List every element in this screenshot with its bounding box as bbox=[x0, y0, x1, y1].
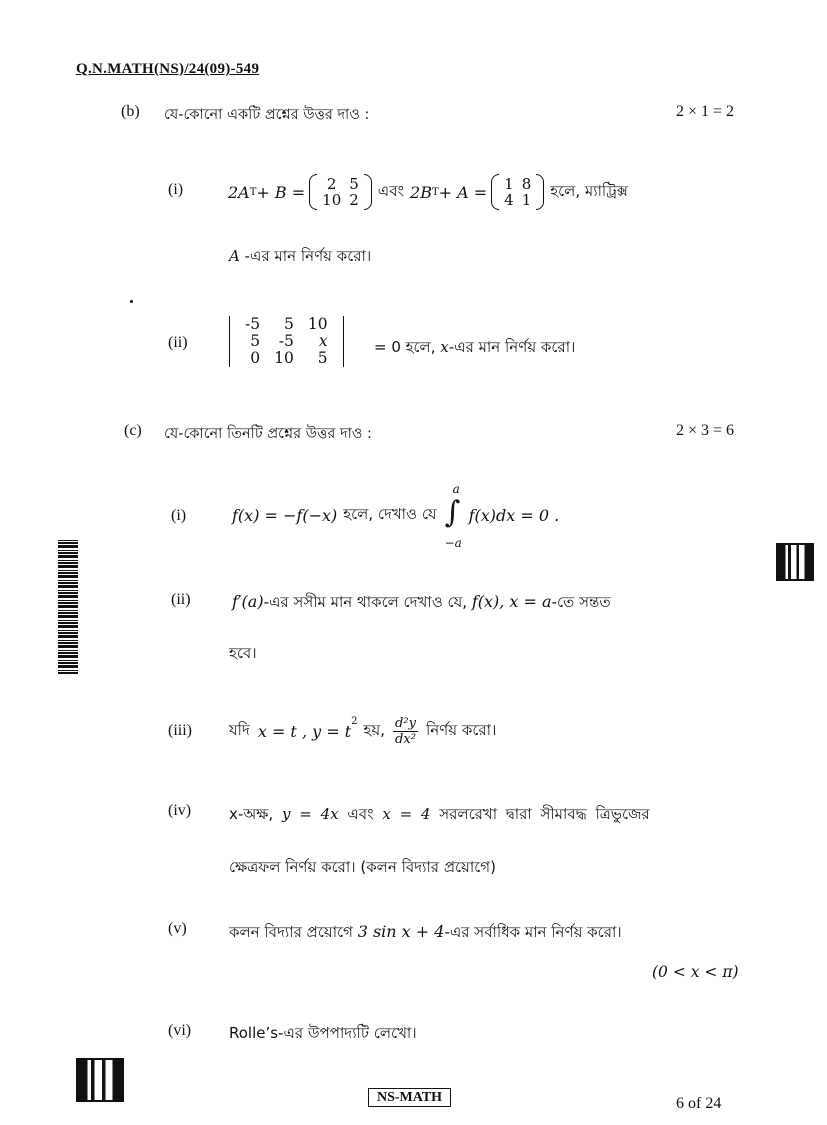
matrix-cell: 4 bbox=[504, 191, 514, 209]
side-barcode bbox=[58, 540, 78, 674]
transpose-sup: T bbox=[249, 186, 257, 198]
question-c-v bbox=[229, 921, 622, 946]
paper-code: Q.N.MATH(NS)/24(09)-549 bbox=[76, 61, 260, 77]
transpose-sup: T bbox=[431, 186, 439, 198]
question-label: (iv) bbox=[168, 802, 192, 819]
tail-text: -এর মান নির্ণয় করো। bbox=[448, 338, 576, 356]
qr-code bbox=[776, 543, 814, 581]
eq-text: = 0 হলে, bbox=[374, 338, 436, 356]
fraction bbox=[393, 716, 418, 747]
expr2: f(x), x = a bbox=[471, 592, 552, 611]
question-b-i-line1 bbox=[228, 170, 628, 214]
matrix-cell: 8 bbox=[521, 175, 532, 193]
expr: f(x) = −f(−x) bbox=[232, 505, 338, 525]
det-cell: -5 bbox=[245, 315, 261, 333]
fraction-numerator: d²y bbox=[395, 715, 416, 731]
line1-tail: সরলরেখা দ্বারা সীমাবদ্ধ ত্রিভুজের bbox=[439, 805, 650, 823]
integrand: f(x)dx = 0 . bbox=[468, 505, 560, 525]
expr: 3 sin x + 4 bbox=[357, 922, 445, 941]
range-condition: (0 < x < π) bbox=[652, 963, 739, 981]
and-word: এবং bbox=[347, 805, 374, 823]
section-c-instruction: যে-কোনো তিনটি প্রশ্নের উত্তর দাও : bbox=[164, 426, 372, 442]
matrix-cell: 2 bbox=[326, 175, 337, 193]
question-c-iv-line1 bbox=[229, 803, 650, 828]
tail-text: নির্ণয় করো। bbox=[425, 720, 497, 739]
var-x: x bbox=[440, 338, 449, 356]
text2: -তে সন্তত bbox=[551, 593, 611, 611]
fraction-denominator: dx² bbox=[395, 731, 416, 747]
line-x: x = 4 bbox=[382, 805, 431, 823]
det-cell: 5 bbox=[317, 349, 328, 367]
question-label: (i) bbox=[168, 181, 184, 198]
matrix-cell: 5 bbox=[349, 175, 359, 193]
mid-text: হয়, bbox=[363, 720, 386, 739]
matrix-cell: 1 bbox=[504, 175, 514, 193]
matrix-cell: 1 bbox=[521, 191, 532, 209]
question-c-iv-line2: ক্ষেত্রফল নির্ণয় করো। (কলন বিদ্যার প্রয়োগে) bbox=[229, 858, 496, 876]
section-b-label: (b) bbox=[121, 103, 140, 120]
det-cell: 0 bbox=[250, 349, 261, 367]
question-c-iii bbox=[229, 708, 496, 754]
expr: f′(a) bbox=[232, 592, 264, 611]
det-cell: 10 bbox=[307, 315, 328, 333]
tail-text: হলে, ম্যাট্রিক্স bbox=[550, 181, 628, 200]
question-label: (v) bbox=[168, 920, 187, 937]
question-c-vi: Rolle’s-এর উপপাদ্যটি লেখো। bbox=[229, 1024, 417, 1042]
determinant bbox=[229, 316, 344, 367]
expr-2A: 2A bbox=[228, 182, 250, 202]
line-y: y = 4x bbox=[281, 805, 339, 823]
text1: -এর সসীম মান থাকলে দেখাও যে, bbox=[263, 593, 468, 611]
qr-code-bottom bbox=[76, 1058, 124, 1102]
integral-lower: −a bbox=[444, 536, 462, 550]
sup: 2 bbox=[351, 716, 358, 727]
section-c-marks: 2 × 3 = 6 bbox=[676, 422, 735, 439]
section-c-label: (c) bbox=[124, 422, 142, 439]
question-label: (ii) bbox=[168, 334, 188, 351]
question-label: (iii) bbox=[168, 722, 192, 739]
expr-2B: 2B bbox=[410, 182, 432, 202]
question-b-ii-text bbox=[374, 336, 575, 361]
integral-upper: a bbox=[452, 482, 460, 496]
plus-B: + B = bbox=[256, 182, 306, 202]
question-c-ii-line2: হবে। bbox=[229, 644, 257, 662]
matrix-1 bbox=[309, 176, 372, 208]
question-label: (vi) bbox=[168, 1022, 192, 1039]
stray-dot bbox=[130, 300, 133, 303]
question-label: (ii) bbox=[171, 591, 191, 608]
det-cell: 5 bbox=[283, 315, 294, 333]
x-axis-text: x-অক্ষ, bbox=[229, 805, 274, 823]
section-b-instruction: যে-কোনো একটি প্রশ্নের উত্তর দাও : bbox=[164, 107, 370, 123]
integral-sign: ∫ bbox=[444, 495, 461, 530]
footer-box-wrap bbox=[368, 1086, 451, 1106]
footer-subject-box: NS-MATH bbox=[368, 1088, 451, 1107]
det-cell: -5 bbox=[278, 332, 294, 350]
question-c-ii-line1 bbox=[232, 591, 611, 616]
matrix-cell: 10 bbox=[322, 191, 342, 209]
mid-text: হলে, দেখাও যে bbox=[343, 504, 437, 523]
question-label: (i) bbox=[171, 507, 187, 524]
question-c-i bbox=[232, 482, 560, 550]
pre-text: যদি bbox=[229, 720, 250, 739]
expr: x = t , y = t bbox=[257, 721, 352, 741]
det-cell: 5 bbox=[250, 332, 261, 350]
and-word: এবং bbox=[377, 181, 405, 200]
det-cell: 10 bbox=[274, 349, 294, 367]
matrix-cell: 2 bbox=[349, 191, 359, 209]
line2-text: -এর মান নির্ণয় করো। bbox=[244, 247, 372, 265]
integral bbox=[443, 482, 467, 550]
matrix-2 bbox=[491, 176, 544, 208]
var-A: A bbox=[229, 247, 240, 265]
plus-A: + A = bbox=[438, 182, 488, 202]
page-number: 6 of 24 bbox=[676, 1095, 722, 1112]
section-b-marks: 2 × 1 = 2 bbox=[676, 103, 735, 120]
pre-text: কলন বিদ্যার প্রয়োগে bbox=[229, 923, 353, 941]
det-cell: x bbox=[318, 332, 328, 350]
question-b-i-line2 bbox=[229, 245, 371, 270]
tail-text: -এর সর্বাধিক মান নির্ণয় করো। bbox=[444, 923, 622, 941]
